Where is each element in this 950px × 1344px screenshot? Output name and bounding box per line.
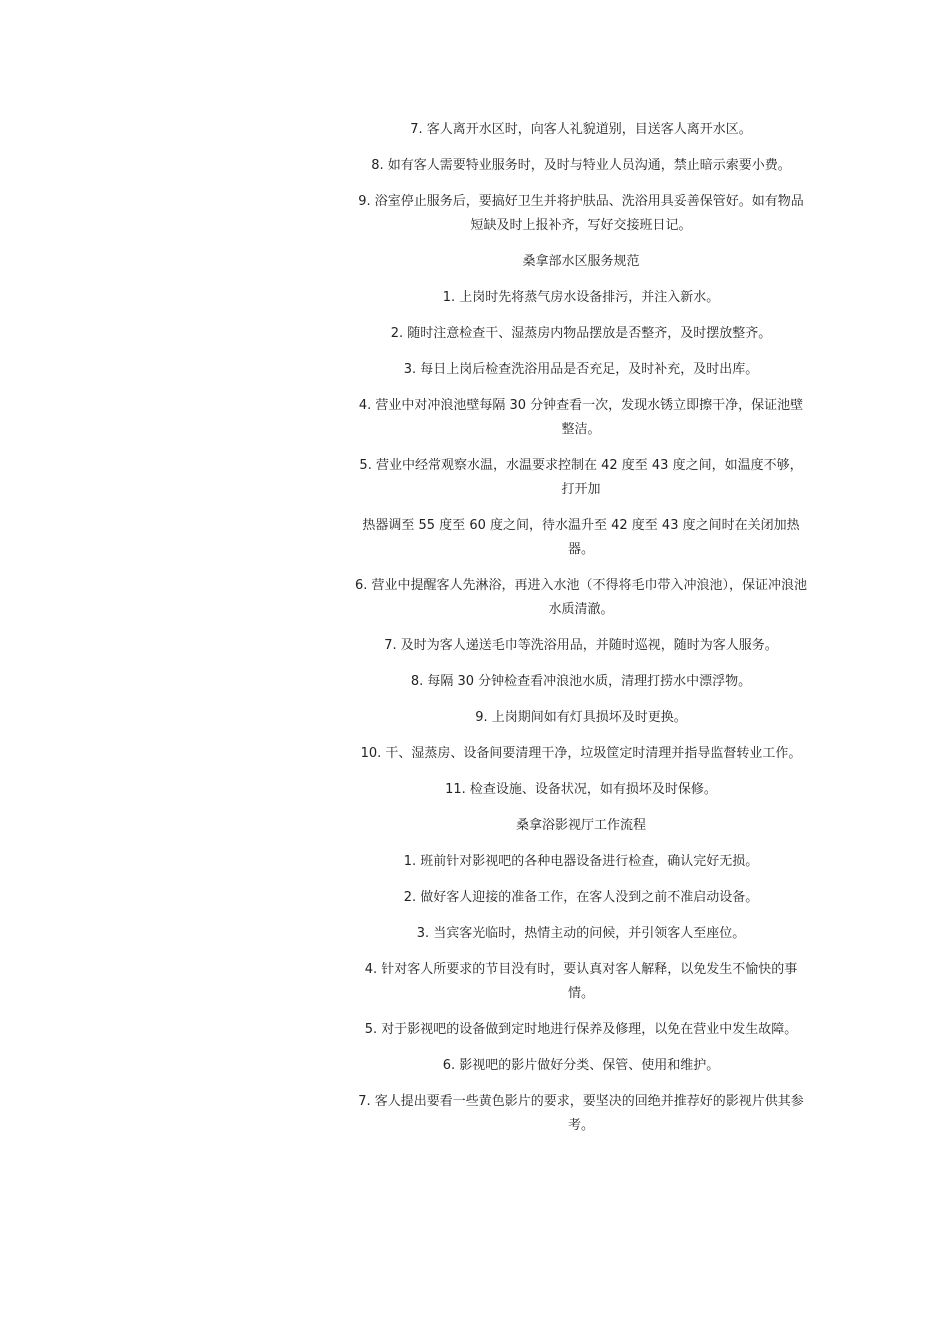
paragraph-5: 1. 上岗时先将蒸气房水设备排污，并注入新水。 bbox=[442, 290, 720, 305]
section-heading-water-area: 桑拿部水区服务规范 bbox=[522, 254, 640, 269]
paragraph-18: 1. 班前针对影视吧的各种电器设备进行检查，确认完好无损。 bbox=[403, 854, 759, 869]
paragraph-7: 3. 每日上岗后检查洗浴用品是否充足，及时补充，及时出库。 bbox=[403, 362, 759, 377]
paragraph-6: 2. 随时注意检查干、湿蒸房内物品摆放是否整齐，及时摆放整齐。 bbox=[390, 326, 772, 341]
paragraph-11: 6. 营业中提醒客人先淋浴，再进入水池（不得将毛巾带入冲浪池），保证冲浪池水质清澈。 bbox=[354, 578, 808, 617]
paragraph-2: 8. 如有客人需要特业服务时，及时与特业人员沟通，禁止暗示索要小费。 bbox=[371, 158, 791, 173]
paragraph-13: 8. 每隔 30 分钟检查看冲浪池水质，清理打捞水中漂浮物。 bbox=[410, 674, 752, 689]
paragraph-14: 9. 上岗期间如有灯具损坏及时更换。 bbox=[475, 710, 687, 725]
paragraph-21: 4. 针对客人所要求的节目没有时，要认真对客人解释，以免发生不愉快的事情。 bbox=[364, 962, 798, 1001]
paragraph-19: 2. 做好客人迎接的准备工作，在客人没到之前不准启动设备。 bbox=[403, 890, 759, 905]
paragraph-24: 7. 客人提出要看一些黄色影片的要求，要坚决的回绝并推荐好的影视片供其参考。 bbox=[358, 1094, 804, 1133]
text-column bbox=[353, 118, 809, 1150]
paragraph-22: 5. 对于影视吧的设备做到定时地进行保养及修理，以免在营业中发生故障。 bbox=[364, 1022, 798, 1037]
paragraph-1: 7. 客人离开水区时，向客人礼貌道别，目送客人离开水区。 bbox=[410, 122, 752, 137]
paragraph-12: 7. 及时为客人递送毛巾等洗浴用品，并随时巡视，随时为客人服务。 bbox=[384, 638, 778, 653]
paragraph-16: 11. 检查设施、设备状况，如有损坏及时保修。 bbox=[445, 782, 717, 797]
paragraph-9: 5. 营业中经常观察水温，水温要求控制在 42 度至 43 度之间，如温度不够，打开加 bbox=[359, 458, 803, 497]
paragraph-23: 6. 影视吧的影片做好分类、保管、使用和维护。 bbox=[442, 1058, 720, 1073]
paragraph-20: 3. 当宾客光临时，热情主动的问候，并引领客人至座位。 bbox=[416, 926, 746, 941]
section-heading-theater: 桑拿浴影视厅工作流程 bbox=[515, 818, 646, 833]
paragraph-3: 9. 浴室停止服务后，要搞好卫生并将护肤品、洗浴用具妥善保管好。如有物品短缺及时上报补齐，写好交接班日记。 bbox=[358, 194, 804, 233]
paragraph-10: 热器调至 55 度至 60 度之间，待水温升至 42 度至 43 度之间时在关闭加热器。 bbox=[362, 518, 800, 557]
paragraph-8: 4. 营业中对冲浪池壁每隔 30 分钟查看一次，发现水锈立即擦干净，保证池壁整洁。 bbox=[358, 398, 804, 437]
paragraph-15: 10. 干、湿蒸房、设备间要清理干净，垃圾筐定时清理并指导监督转业工作。 bbox=[360, 746, 802, 761]
